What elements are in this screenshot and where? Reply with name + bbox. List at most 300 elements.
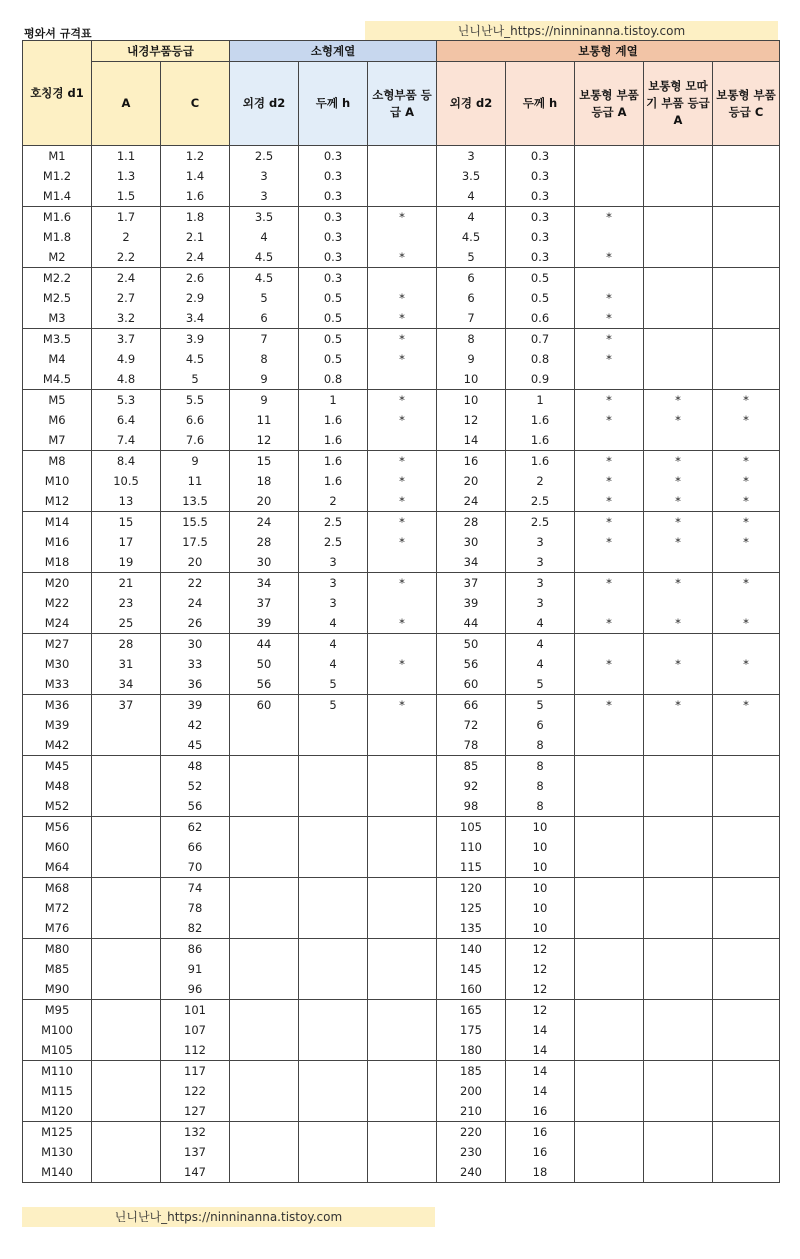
table-cell: M100	[23, 1020, 92, 1040]
table-cell	[575, 918, 644, 939]
table-cell: *	[644, 573, 713, 594]
table-cell	[368, 1020, 437, 1040]
table-cell	[644, 1020, 713, 1040]
table-cell	[92, 817, 161, 838]
table-cell	[644, 308, 713, 329]
table-cell	[644, 939, 713, 960]
table-cell	[575, 186, 644, 207]
table-cell: 4.5	[230, 247, 299, 268]
table-cell	[230, 918, 299, 939]
table-cell: 0.3	[506, 146, 575, 167]
table-cell	[299, 756, 368, 777]
table-cell	[644, 756, 713, 777]
table-cell	[92, 1122, 161, 1143]
table-row	[23, 410, 780, 430]
table-cell	[644, 1142, 713, 1162]
table-row	[23, 471, 780, 491]
table-cell	[644, 1000, 713, 1021]
table-cell	[713, 247, 780, 268]
table-cell	[368, 227, 437, 247]
table-cell: 0.3	[299, 268, 368, 289]
table-cell: 3	[299, 593, 368, 613]
table-cell: 8	[506, 756, 575, 777]
table-cell	[713, 715, 780, 735]
header-normal-series-group: 보통형 계열	[437, 41, 780, 62]
table-cell: 0.8	[506, 349, 575, 369]
table-cell: 82	[161, 918, 230, 939]
table-cell: *	[644, 512, 713, 533]
table-cell	[644, 1040, 713, 1061]
table-cell: 37	[230, 593, 299, 613]
table-cell: *	[368, 207, 437, 228]
table-cell	[575, 878, 644, 899]
table-cell: *	[644, 613, 713, 634]
table-cell: 6	[230, 308, 299, 329]
table-cell: 5.5	[161, 390, 230, 411]
table-row	[23, 1020, 780, 1040]
table-cell: *	[575, 247, 644, 268]
table-cell: 8	[506, 735, 575, 756]
table-cell	[368, 878, 437, 899]
table-cell: 9	[437, 349, 506, 369]
table-cell	[644, 207, 713, 228]
table-cell	[713, 1061, 780, 1082]
table-cell: 18	[230, 471, 299, 491]
header-small-series-group: 소형계열	[230, 41, 437, 62]
table-cell: 185	[437, 1061, 506, 1082]
table-cell	[575, 634, 644, 655]
table-cell	[368, 918, 437, 939]
table-cell	[299, 1000, 368, 1021]
table-cell: 20	[161, 552, 230, 573]
table-cell	[92, 898, 161, 918]
table-cell	[575, 796, 644, 817]
table-cell: M18	[23, 552, 92, 573]
table-row	[23, 512, 780, 533]
table-cell	[575, 146, 644, 167]
table-cell	[299, 918, 368, 939]
table-cell	[713, 1040, 780, 1061]
table-cell	[368, 756, 437, 777]
table-cell	[713, 329, 780, 350]
table-cell	[368, 146, 437, 167]
table-cell	[368, 166, 437, 186]
table-cell	[644, 959, 713, 979]
table-cell	[575, 857, 644, 878]
table-cell: M60	[23, 837, 92, 857]
table-row	[23, 959, 780, 979]
table-cell	[299, 1162, 368, 1183]
table-cell: 9	[161, 451, 230, 472]
table-cell: *	[368, 288, 437, 308]
table-cell: 9	[230, 390, 299, 411]
table-cell: 28	[92, 634, 161, 655]
table-row	[23, 1061, 780, 1082]
table-cell	[92, 1142, 161, 1162]
table-cell: 39	[161, 695, 230, 716]
table-cell	[575, 1142, 644, 1162]
table-cell	[230, 1061, 299, 1082]
table-cell: 115	[437, 857, 506, 878]
table-cell: M5	[23, 390, 92, 411]
table-cell: 5	[437, 247, 506, 268]
table-cell: 1.6	[299, 471, 368, 491]
table-cell: 10	[506, 837, 575, 857]
table-cell: 3.4	[161, 308, 230, 329]
table-cell: 2.5	[506, 491, 575, 512]
table-cell	[230, 715, 299, 735]
table-cell: *	[575, 390, 644, 411]
table-cell	[92, 776, 161, 796]
watermark-banner-bottom: 닌니난나_https://ninninanna.tistoy.com	[22, 1207, 435, 1227]
table-cell: 15	[92, 512, 161, 533]
table-cell	[575, 735, 644, 756]
table-cell: *	[368, 491, 437, 512]
table-cell: M36	[23, 695, 92, 716]
table-cell	[92, 918, 161, 939]
table-cell: 34	[437, 552, 506, 573]
table-cell	[575, 1101, 644, 1122]
table-cell: *	[575, 329, 644, 350]
table-cell: *	[575, 471, 644, 491]
table-cell	[644, 227, 713, 247]
table-cell: 0.8	[299, 369, 368, 390]
table-row	[23, 308, 780, 329]
table-row	[23, 796, 780, 817]
table-cell: *	[368, 471, 437, 491]
table-cell	[575, 756, 644, 777]
table-cell: 10	[506, 878, 575, 899]
table-cell: 5	[299, 695, 368, 716]
table-cell: 24	[437, 491, 506, 512]
table-cell: 1.5	[92, 186, 161, 207]
table-cell	[713, 146, 780, 167]
table-cell	[575, 227, 644, 247]
table-cell: 0.5	[506, 288, 575, 308]
table-row	[23, 207, 780, 228]
table-cell: 86	[161, 939, 230, 960]
table-cell: 117	[161, 1061, 230, 1082]
table-cell: M27	[23, 634, 92, 655]
table-cell: 3	[230, 186, 299, 207]
table-cell: 1.6	[299, 430, 368, 451]
table-cell: M105	[23, 1040, 92, 1061]
table-cell: 1.6	[161, 186, 230, 207]
table-cell: 0.5	[299, 308, 368, 329]
table-cell: 60	[230, 695, 299, 716]
table-cell: M95	[23, 1000, 92, 1021]
table-cell: 98	[437, 796, 506, 817]
table-cell	[644, 674, 713, 695]
table-cell	[368, 1061, 437, 1082]
table-cell: *	[713, 491, 780, 512]
washer-spec-table	[22, 40, 780, 1183]
table-row	[23, 349, 780, 369]
table-cell: 0.3	[506, 207, 575, 228]
table-row	[23, 451, 780, 472]
table-cell	[644, 634, 713, 655]
table-row	[23, 369, 780, 390]
table-cell	[713, 369, 780, 390]
table-cell: 37	[92, 695, 161, 716]
table-cell: 3	[506, 573, 575, 594]
table-cell: 4.9	[92, 349, 161, 369]
table-cell: 1	[506, 390, 575, 411]
table-cell	[92, 1000, 161, 1021]
table-cell: M72	[23, 898, 92, 918]
table-cell: *	[644, 471, 713, 491]
table-cell: 25	[92, 613, 161, 634]
table-cell: 180	[437, 1040, 506, 1061]
table-cell: 50	[437, 634, 506, 655]
table-row	[23, 918, 780, 939]
table-cell: 15	[230, 451, 299, 472]
table-cell	[575, 166, 644, 186]
table-row	[23, 1122, 780, 1143]
table-cell: 14	[506, 1061, 575, 1082]
table-cell	[368, 1040, 437, 1061]
table-cell	[713, 186, 780, 207]
table-cell: M7	[23, 430, 92, 451]
table-cell	[92, 756, 161, 777]
table-cell: M90	[23, 979, 92, 1000]
table-cell: 39	[437, 593, 506, 613]
table-cell: 14	[437, 430, 506, 451]
table-cell: *	[644, 532, 713, 552]
table-cell: M33	[23, 674, 92, 695]
table-cell: 132	[161, 1122, 230, 1143]
table-cell	[713, 735, 780, 756]
table-cell: *	[644, 491, 713, 512]
table-cell	[299, 1101, 368, 1122]
table-cell	[299, 979, 368, 1000]
table-cell	[575, 1020, 644, 1040]
table-cell: 112	[161, 1040, 230, 1061]
table-cell: 1.1	[92, 146, 161, 167]
table-cell: 72	[437, 715, 506, 735]
table-row	[23, 817, 780, 838]
table-row	[23, 552, 780, 573]
table-cell: 160	[437, 979, 506, 1000]
table-cell	[713, 674, 780, 695]
table-cell	[368, 837, 437, 857]
table-cell: M42	[23, 735, 92, 756]
table-cell: *	[644, 410, 713, 430]
table-cell: 4	[230, 227, 299, 247]
table-cell: 39	[230, 613, 299, 634]
table-cell: M3	[23, 308, 92, 329]
table-cell: 110	[437, 837, 506, 857]
table-cell	[575, 715, 644, 735]
table-cell	[368, 776, 437, 796]
table-cell: 21	[92, 573, 161, 594]
table-cell	[644, 715, 713, 735]
table-cell: 30	[230, 552, 299, 573]
header-nominal-d1: 호칭경 d1	[23, 41, 92, 146]
table-row	[23, 1081, 780, 1101]
table-cell	[92, 1081, 161, 1101]
table-cell	[368, 898, 437, 918]
table-cell: *	[713, 695, 780, 716]
table-cell: 7	[437, 308, 506, 329]
table-cell: 91	[161, 959, 230, 979]
table-cell: 1.6	[506, 430, 575, 451]
table-row	[23, 613, 780, 634]
table-cell	[299, 878, 368, 899]
table-cell	[368, 593, 437, 613]
header-normal-h: 두께 h	[506, 62, 575, 146]
table-cell	[713, 552, 780, 573]
table-cell	[575, 959, 644, 979]
table-cell	[713, 878, 780, 899]
table-cell: 10	[506, 898, 575, 918]
table-cell	[368, 369, 437, 390]
table-cell: *	[575, 573, 644, 594]
table-cell: 1.4	[161, 166, 230, 186]
table-cell: M80	[23, 939, 92, 960]
table-cell: 66	[161, 837, 230, 857]
table-cell: 2.6	[161, 268, 230, 289]
table-cell: *	[713, 573, 780, 594]
header-inner-c: C	[161, 62, 230, 146]
table-cell	[575, 837, 644, 857]
table-cell: 30	[161, 634, 230, 655]
table-cell: 13.5	[161, 491, 230, 512]
table-cell	[368, 857, 437, 878]
table-cell: M3.5	[23, 329, 92, 350]
table-cell: 5	[506, 695, 575, 716]
table-cell: 3	[299, 573, 368, 594]
table-cell: 0.9	[506, 369, 575, 390]
table-cell	[575, 552, 644, 573]
table-cell: 1.6	[299, 451, 368, 472]
table-cell: 17.5	[161, 532, 230, 552]
table-cell: 3	[230, 166, 299, 186]
table-cell	[368, 674, 437, 695]
table-cell	[644, 898, 713, 918]
table-cell: 8	[506, 796, 575, 817]
table-cell	[299, 857, 368, 878]
table-cell: 28	[437, 512, 506, 533]
table-cell	[713, 308, 780, 329]
table-cell	[299, 837, 368, 857]
table-cell: 2.4	[92, 268, 161, 289]
table-cell	[92, 735, 161, 756]
table-cell	[92, 979, 161, 1000]
table-cell: 78	[437, 735, 506, 756]
table-row	[23, 695, 780, 716]
table-cell	[92, 1061, 161, 1082]
table-cell	[644, 268, 713, 289]
table-cell: 5	[299, 674, 368, 695]
table-cell	[575, 268, 644, 289]
table-cell	[644, 837, 713, 857]
table-cell: 56	[161, 796, 230, 817]
table-cell	[713, 959, 780, 979]
table-cell	[713, 1142, 780, 1162]
table-cell: 107	[161, 1020, 230, 1040]
table-cell	[713, 1020, 780, 1040]
table-cell	[92, 1040, 161, 1061]
table-cell	[368, 796, 437, 817]
table-cell	[713, 979, 780, 1000]
table-cell	[644, 1162, 713, 1183]
table-cell: *	[368, 390, 437, 411]
header-inner-a: A	[92, 62, 161, 146]
table-cell: 22	[161, 573, 230, 594]
table-cell: 5	[161, 369, 230, 390]
table-row	[23, 1101, 780, 1122]
table-cell: 3.2	[92, 308, 161, 329]
table-row	[23, 532, 780, 552]
table-cell: M45	[23, 756, 92, 777]
table-cell	[368, 430, 437, 451]
table-cell	[713, 918, 780, 939]
table-cell	[713, 939, 780, 960]
table-cell: 4.5	[161, 349, 230, 369]
table-cell: *	[575, 613, 644, 634]
table-cell: 10.5	[92, 471, 161, 491]
table-row	[23, 186, 780, 207]
table-row	[23, 166, 780, 186]
table-cell	[299, 1081, 368, 1101]
table-cell: M2	[23, 247, 92, 268]
table-cell: 3.7	[92, 329, 161, 350]
table-cell	[644, 918, 713, 939]
table-row	[23, 654, 780, 674]
table-cell: *	[713, 512, 780, 533]
table-cell	[92, 1020, 161, 1040]
table-cell	[575, 1040, 644, 1061]
table-row	[23, 837, 780, 857]
table-cell: 3	[506, 593, 575, 613]
table-cell	[368, 939, 437, 960]
table-cell: 1.8	[161, 207, 230, 228]
table-cell: 12	[506, 959, 575, 979]
table-cell	[299, 776, 368, 796]
table-cell: 0.3	[299, 166, 368, 186]
table-cell: 48	[161, 756, 230, 777]
table-cell: 165	[437, 1000, 506, 1021]
table-cell: M10	[23, 471, 92, 491]
table-cell: *	[368, 451, 437, 472]
table-cell: M2.2	[23, 268, 92, 289]
table-cell: 2.5	[299, 512, 368, 533]
table-cell	[92, 878, 161, 899]
table-cell: M110	[23, 1061, 92, 1082]
table-cell: 16	[437, 451, 506, 472]
table-cell: 2	[299, 491, 368, 512]
table-cell: 1.7	[92, 207, 161, 228]
table-cell: 4	[437, 186, 506, 207]
header-small-d2: 외경 d2	[230, 62, 299, 146]
table-cell	[713, 268, 780, 289]
table-cell	[299, 939, 368, 960]
table-cell: 28	[230, 532, 299, 552]
table-cell	[644, 1101, 713, 1122]
table-cell: 2.9	[161, 288, 230, 308]
table-cell	[575, 1000, 644, 1021]
table-cell	[299, 715, 368, 735]
table-cell: 0.3	[506, 166, 575, 186]
table-cell: *	[368, 247, 437, 268]
table-cell: 24	[230, 512, 299, 533]
table-cell	[575, 1122, 644, 1143]
table-cell: 4	[506, 654, 575, 674]
table-cell: 60	[437, 674, 506, 695]
table-row	[23, 247, 780, 268]
table-cell: *	[713, 451, 780, 472]
